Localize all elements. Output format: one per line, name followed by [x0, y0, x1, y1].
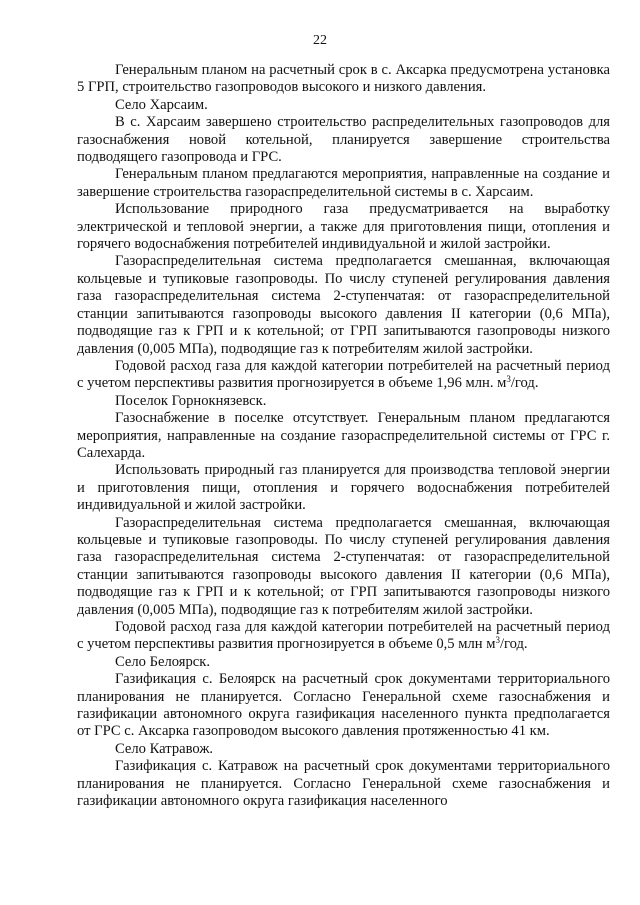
paragraph: Генеральным планом на расчетный срок в с. Аксарка предусмотрена установка 5 ГРП, строительство газопроводов высокого и низкого давления. — [77, 62, 610, 96]
superscript: 3 — [506, 374, 511, 385]
paragraph: Газификация с. Катравож на расчетный срок документами территориального планирования не планируется. Согласно Генеральной схеме газоснабжения и газификации автономного округа газификация населенного — [77, 758, 610, 810]
paragraph: Использование природного газа предусматривается на выработку электрической и тепловой энергии, а также для приготовления пищи, отопления и горячего водоснабжения потребителей индивидуальной и жилой застройки. — [77, 201, 610, 253]
section-heading: Село Белоярск. — [115, 653, 211, 670]
paragraph: В с. Харсаим завершено строительство распределительных газопроводов для газоснабжения новой котельной, планируется завершение строительства подводящего газопровода и ГРС. — [77, 114, 610, 166]
paragraph: Газораспределительная система предполагается смешанная, включающая кольцевые и тупиковые газопроводы. По числу ступеней регулирования давления газа газораспределительная система 2-ступенчатая: от газораспределительной станции запитываются газопроводы высокого давления II категории (0,6 МПа), подводящие газ к ГРП и к котельной; от ГРП запитываются газопроводы низкого давления (0,005 МПа), подводящие газ к потребителям жилой застройки. — [77, 514, 610, 618]
paragraph: Генеральным планом предлагаются мероприятия, направленные на создание и завершение строительства газораспределительной системы в с. Харсаим. — [77, 166, 610, 200]
section-heading: Поселок Горнокнязевск. — [115, 392, 267, 409]
paragraph: Газораспределительная система предполагается смешанная, включающая кольцевые и тупиковые газопроводы. По числу ступеней регулирования давления газа газораспределительная система 2-ступенчатая: от газораспределительной станции запитываются газопроводы высокого давления II категории (0,6 МПа), подводящие газ к ГРП и к котельной; от ГРП запитываются газопроводы низкого давления (0,005 МПа), подводящие газ к потребителям жилой застройки. — [77, 253, 610, 357]
paragraph: Использовать природный газ планируется для производства тепловой энергии и приготовления пищи, отопления и горячего водоснабжения потребителей индивидуальной и жилой застройки. — [77, 462, 610, 514]
section-heading: Село Харсаим. — [115, 96, 208, 113]
page-number: 22 — [313, 33, 327, 48]
superscript: 3 — [495, 635, 500, 646]
paragraph: Годовой расход газа для каждой категории потребителей на расчетный период с учетом перспективы развития прогнозируется в объеме 0,5 млн $м^3$/год. — [77, 619, 610, 653]
document-body — [77, 62, 610, 810]
paragraph: Годовой расход газа для каждой категории потребителей на расчетный период с учетом перспективы развития прогнозируется в объеме 1,96 млн. $м^3$/год. — [77, 357, 610, 392]
paragraph: Газификация с. Белоярск на расчетный срок документами территориального планирования не планируется. Согласно Генеральной схеме газоснабжения и газификации автономного округа газификация населенного пункта предполагается от ГРС с. Аксарка газопроводом высокого давления протяженностью 41 км. — [77, 671, 610, 740]
section-heading: Село Катравож. — [115, 740, 214, 757]
paragraph: Газоснабжение в поселке отсутствует. Генеральным планом предлагаются мероприятия, направленные на создание газораспределительной системы от ГРС г. Салехарда. — [77, 410, 610, 461]
